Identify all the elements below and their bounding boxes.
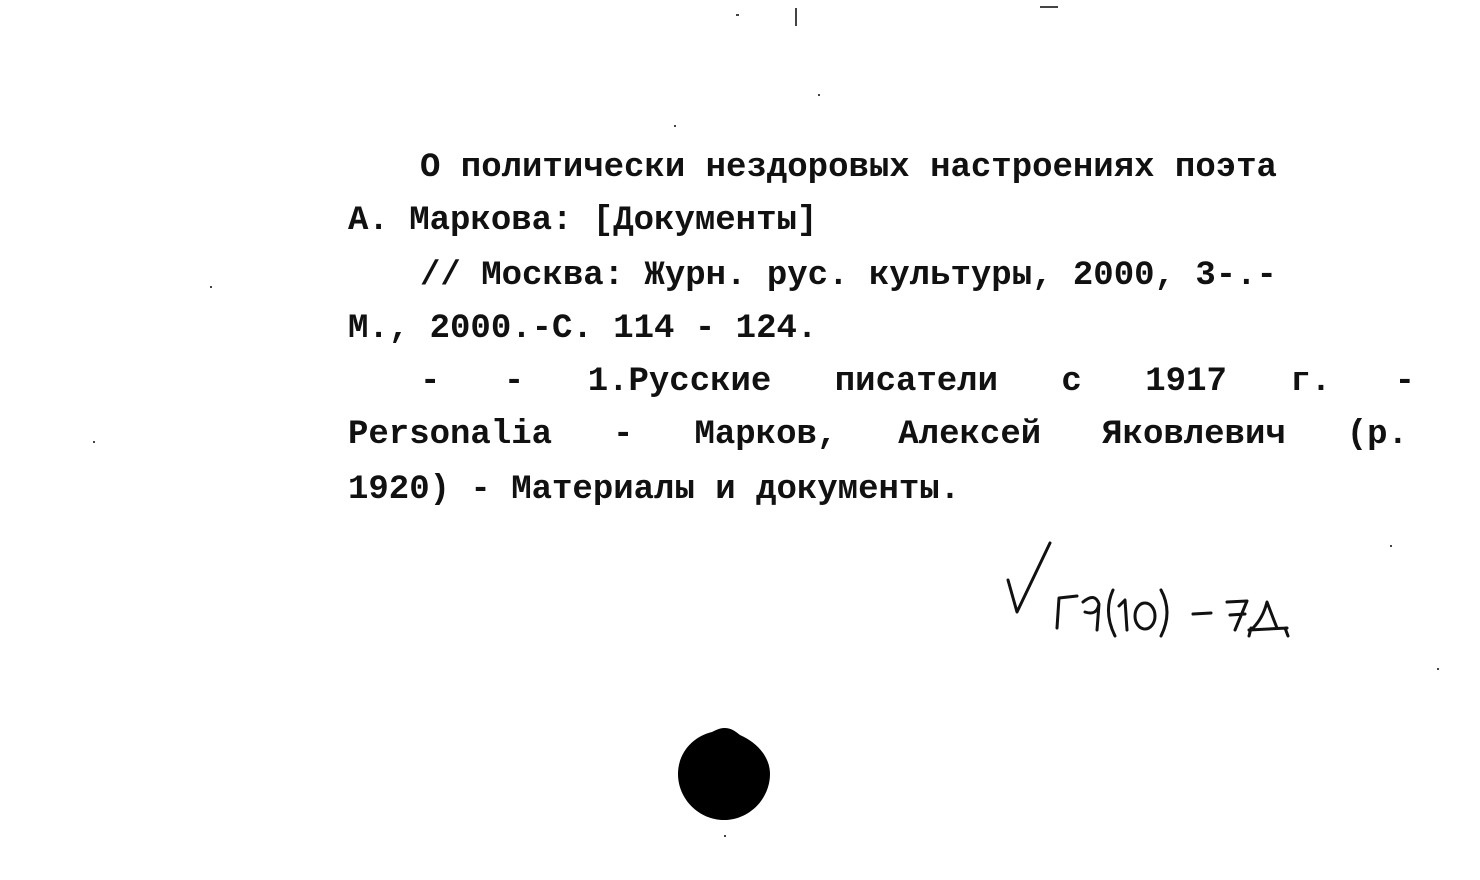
scan-speck [210, 286, 212, 288]
scan-speck [724, 835, 726, 837]
scan-speck [93, 441, 95, 443]
title-line-2: А. Маркова: [Документы] [348, 202, 818, 240]
title-line-1: О политически нездоровых настроениях поэта [420, 149, 1277, 187]
scan-speck [795, 8, 797, 26]
scan-speck [736, 14, 739, 16]
subject-line-3: 1920) - Материалы и документы. [348, 471, 961, 509]
scan-speck [1390, 545, 1392, 547]
source-line-1: // Москва: Журн. рус. культуры, 2000, 3-.- [420, 257, 1277, 295]
scan-speck [674, 125, 676, 127]
scan-speck [818, 94, 820, 96]
subject-line-2: Personalia - Марков, Алексей Яковлевич (р. [348, 416, 1408, 454]
scan-speck [1040, 6, 1058, 8]
subject-line-1: - - 1.Русские писатели с 1917 г. - [420, 363, 1415, 401]
source-line-2: М., 2000.-С. 114 - 124. [348, 310, 818, 348]
scan-speck [1437, 668, 1439, 670]
handwritten-shelf-mark [1005, 540, 1305, 640]
punched-hole-icon [676, 726, 772, 822]
